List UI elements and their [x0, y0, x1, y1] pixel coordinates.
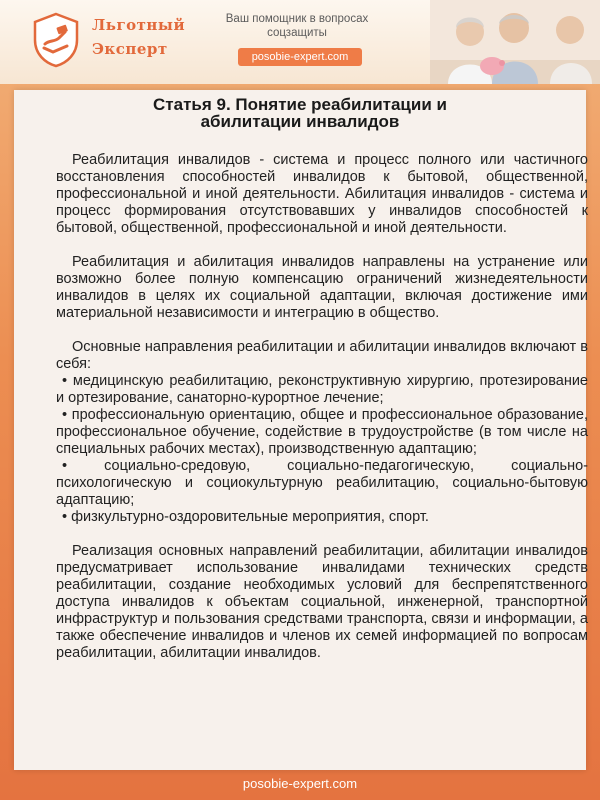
site-link-pill[interactable]: posobie-expert.com: [238, 48, 362, 66]
site-header: [0, 0, 600, 84]
paragraph-implementation: Реализация основных направлений реабилитации, абилитации инвалидов предусматривает использование инвалидами технических средств реабилитации, создание необходимых условий для беспрепятственного доступа инвалидов к объектам социальной, инженерной, транспортной инфраструктур и пользования средствами транспорта, связи и информации, а также обеспечение инвалидов и членов их семей информацией по вопросам реабилитации, абилитации инвалидов.: [56, 543, 588, 661]
list-item: • социально-средовую, социально-педагогическую, социально-психологическую и социокультурную реабилитацию, социально-бытовую адаптацию;: [56, 458, 588, 508]
article-card: [14, 90, 586, 770]
elderly-couple-photo: [430, 0, 600, 84]
article-title-line1: Статья 9. Понятие реабилитации и: [153, 95, 447, 114]
article-title-line2: абилитации инвалидов: [200, 112, 400, 131]
list-item: • профессиональную ориентацию, общее и профессиональное образование, профессиональное обучение, содействие в трудоустройстве (в том числе на специальных рабочих местах), производственную адаптацию;: [56, 407, 588, 457]
article-body: [56, 152, 588, 679]
tagline: Ваш помощник в вопросах соцзащиты: [225, 13, 369, 39]
footer-site-link[interactable]: posobie-expert.com: [242, 776, 358, 791]
paragraph-rehabilitation-definition: Реабилитация инвалидов - система и процесс полного или частичного восстановления способностей инвалидов к бытовой, общественной, профессиональной и иной деятельности. Абилитация инвалидов - система и процесс формирования отсутствовавших у инвалидов способностей к бытовой, общественной, профессиональной и иной деятельности.: [56, 152, 588, 236]
brand-name-line2: Эксперт: [92, 40, 168, 58]
list-item: • медицинскую реабилитацию, реконструктивную хирургию, протезирование и ортезирование, санаторно-курортное лечение;: [56, 373, 588, 406]
shield-logo-icon: [33, 12, 79, 68]
paragraph-directions-intro: Основные направления реабилитации и абилитации инвалидов включают в себя:: [56, 339, 588, 372]
list-item: • физкультурно-оздоровительные мероприятия, спорт.: [62, 509, 429, 525]
brand-name-line1: Льготный: [92, 16, 186, 34]
article-title: [34, 96, 566, 130]
paragraph-rehabilitation-purpose: Реабилитация и абилитация инвалидов направлены на устранение или возможно более полную компенсацию ограничений жизнедеятельности инвалидов в целях их социальной адаптации, включая достижение ими материальной независимости и интеграцию в общество.: [56, 254, 588, 321]
